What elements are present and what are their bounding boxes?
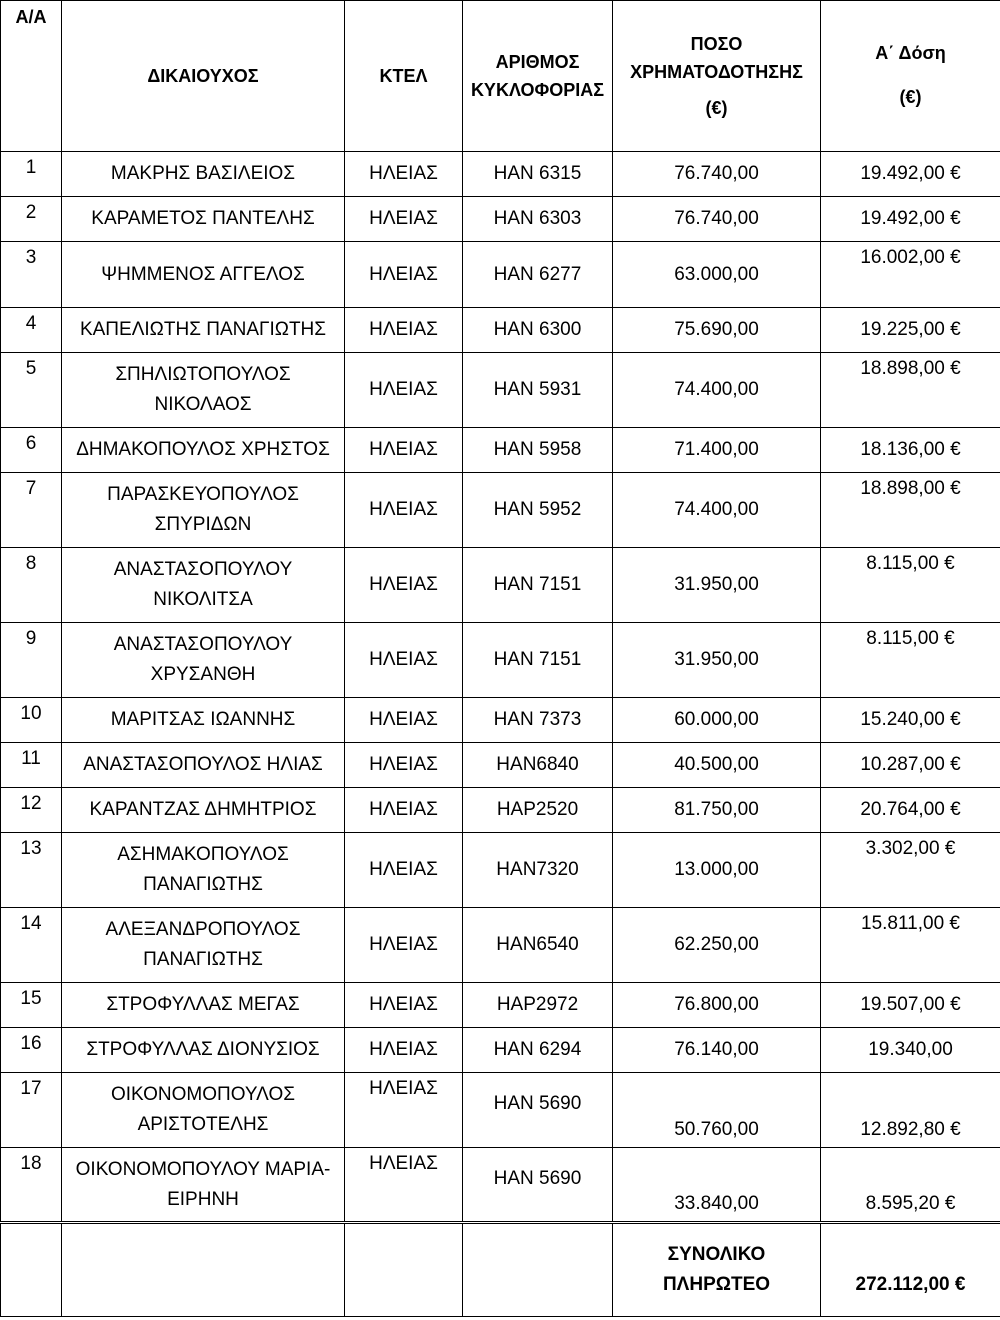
header-plate: ΑΡΙΘΜΟΣ ΚΥΚΛΟΦΟΡΙΑΣ — [463, 1, 613, 152]
total-row — [1, 1223, 1000, 1317]
cell-aa: 11 — [1, 743, 62, 788]
table-row — [1, 308, 1000, 353]
cell-amount: 81.750,00 — [613, 788, 821, 833]
cell-name: ΑΝΑΣΤΑΣΟΠΟΥΛΟΥ ΧΡΥΣΑΝΘΗ — [62, 623, 345, 698]
cell-plate: ΗΑΝ6840 — [463, 743, 613, 788]
total-empty-cell — [463, 1223, 613, 1317]
cell-ktel: ΗΛΕΙΑΣ — [345, 698, 463, 743]
cell-ktel: ΗΛΕΙΑΣ — [345, 908, 463, 983]
cell-ktel: ΗΛΕΙΑΣ — [345, 428, 463, 473]
cell-amount: 50.760,00 — [613, 1073, 821, 1148]
cell-aa: 17 — [1, 1073, 62, 1148]
cell-plate: ΗΑΝ 6294 — [463, 1028, 613, 1073]
table-row — [1, 548, 1000, 623]
cell-amount: 75.690,00 — [613, 308, 821, 353]
cell-aa: 15 — [1, 983, 62, 1028]
cell-dose: 15.240,00 € — [821, 698, 1000, 743]
total-empty-cell — [345, 1223, 463, 1317]
cell-plate: ΗΑΡ2520 — [463, 788, 613, 833]
cell-name: ΣΤΡΟΦΥΛΛΑΣ ΜΕΓΑΣ — [62, 983, 345, 1028]
cell-aa: 10 — [1, 698, 62, 743]
cell-ktel: ΗΛΕΙΑΣ — [345, 788, 463, 833]
cell-dose: 20.764,00 € — [821, 788, 1000, 833]
cell-amount: 13.000,00 — [613, 833, 821, 908]
cell-name: ΣΤΡΟΦΥΛΛΑΣ ΔΙΟΝΥΣΙΟΣ — [62, 1028, 345, 1073]
cell-ktel: ΗΛΕΙΑΣ — [345, 308, 463, 353]
cell-amount: 33.840,00 — [613, 1148, 821, 1223]
total-label: ΣΥΝΟΛΙΚΟ ΠΛΗΡΩΤΕΟ — [613, 1223, 821, 1317]
cell-dose: 19.492,00 € — [821, 152, 1000, 197]
cell-amount: 74.400,00 — [613, 473, 821, 548]
cell-plate: ΗΑΝ 7151 — [463, 623, 613, 698]
cell-name: ΚΑΡΑΜΕΤΟΣ ΠΑΝΤΕΛΗΣ — [62, 197, 345, 242]
header-dose-unit: (€) — [899, 87, 922, 107]
cell-aa: 7 — [1, 473, 62, 548]
table-row — [1, 698, 1000, 743]
cell-dose: 8.595,20 € — [821, 1148, 1000, 1223]
cell-dose: 15.811,00 € — [821, 908, 1000, 983]
cell-ktel: ΗΛΕΙΑΣ — [345, 1073, 463, 1148]
cell-name: ΜΑΡΙΤΣΑΣ ΙΩΑΝΝΗΣ — [62, 698, 345, 743]
table-row — [1, 908, 1000, 983]
cell-amount: 63.000,00 — [613, 242, 821, 308]
cell-name: ΚΑΠΕΛΙΩΤΗΣ ΠΑΝΑΓΙΩΤΗΣ — [62, 308, 345, 353]
table-row — [1, 743, 1000, 788]
table-row — [1, 623, 1000, 698]
cell-dose: 8.115,00 € — [821, 548, 1000, 623]
cell-amount: 62.250,00 — [613, 908, 821, 983]
cell-dose: 19.492,00 € — [821, 197, 1000, 242]
cell-name: ΟΙΚΟΝΟΜΟΠΟΥΛΟΣ ΑΡΙΣΤΟΤΕΛΗΣ — [62, 1073, 345, 1148]
cell-aa: 12 — [1, 788, 62, 833]
cell-amount: 76.140,00 — [613, 1028, 821, 1073]
cell-ktel: ΗΛΕΙΑΣ — [345, 1028, 463, 1073]
cell-amount: 74.400,00 — [613, 353, 821, 428]
table-row — [1, 1073, 1000, 1148]
table-row — [1, 473, 1000, 548]
cell-name: ΔΗΜΑΚΟΠΟΥΛΟΣ ΧΡΗΣΤΟΣ — [62, 428, 345, 473]
table-row — [1, 353, 1000, 428]
cell-amount: 76.740,00 — [613, 152, 821, 197]
cell-dose: 18.898,00 € — [821, 353, 1000, 428]
cell-name: ΚΑΡΑΝΤΖΑΣ ΔΗΜΗΤΡΙΟΣ — [62, 788, 345, 833]
cell-dose: 16.002,00 € — [821, 242, 1000, 308]
cell-ktel: ΗΛΕΙΑΣ — [345, 197, 463, 242]
cell-plate: ΗΑΝ 6300 — [463, 308, 613, 353]
cell-aa: 4 — [1, 308, 62, 353]
cell-name: ΨΗΜΜΕΝΟΣ ΑΓΓΕΛΟΣ — [62, 242, 345, 308]
cell-ktel: ΗΛΕΙΑΣ — [345, 983, 463, 1028]
cell-name: ΑΝΑΣΤΑΣΟΠΟΥΛΟΣ ΗΛΙΑΣ — [62, 743, 345, 788]
cell-aa: 9 — [1, 623, 62, 698]
cell-plate: ΗΑΝ 6277 — [463, 242, 613, 308]
cell-amount: 76.800,00 — [613, 983, 821, 1028]
header-amount — [613, 1, 821, 152]
table-row — [1, 1148, 1000, 1223]
cell-name: ΑΣΗΜΑΚΟΠΟΥΛΟΣ ΠΑΝΑΓΙΩΤΗΣ — [62, 833, 345, 908]
cell-plate: ΗΑΡ2972 — [463, 983, 613, 1028]
cell-amount: 31.950,00 — [613, 548, 821, 623]
table-row — [1, 197, 1000, 242]
table-row — [1, 152, 1000, 197]
cell-plate: ΗΑΝ 5690 — [463, 1148, 613, 1223]
cell-ktel: ΗΛΕΙΑΣ — [345, 743, 463, 788]
cell-dose: 18.136,00 € — [821, 428, 1000, 473]
cell-aa: 13 — [1, 833, 62, 908]
cell-dose: 19.340,00 — [821, 1028, 1000, 1073]
cell-amount: 31.950,00 — [613, 623, 821, 698]
total-empty-cell — [62, 1223, 345, 1317]
cell-ktel: ΗΛΕΙΑΣ — [345, 353, 463, 428]
cell-name: ΣΠΗΛΙΩΤΟΠΟΥΛΟΣ ΝΙΚΟΛΑΟΣ — [62, 353, 345, 428]
cell-plate: ΗΑΝ6540 — [463, 908, 613, 983]
total-empty-cell — [1, 1223, 62, 1317]
cell-plate: ΗΑΝ 7151 — [463, 548, 613, 623]
cell-aa: 6 — [1, 428, 62, 473]
cell-ktel: ΗΛΕΙΑΣ — [345, 1148, 463, 1223]
total-value: 272.112,00 € — [821, 1223, 1000, 1317]
cell-plate: ΗΑΝ 7373 — [463, 698, 613, 743]
table-row — [1, 1028, 1000, 1073]
cell-name: ΟΙΚΟΝΟΜΟΠΟΥΛΟΥ ΜΑΡΙΑ-ΕΙΡΗΝΗ — [62, 1148, 345, 1223]
cell-ktel: ΗΛΕΙΑΣ — [345, 833, 463, 908]
cell-ktel: ΗΛΕΙΑΣ — [345, 152, 463, 197]
cell-amount: 71.400,00 — [613, 428, 821, 473]
cell-amount: 76.740,00 — [613, 197, 821, 242]
cell-plate: ΗΑΝ 5952 — [463, 473, 613, 548]
cell-name: ΑΝΑΣΤΑΣΟΠΟΥΛΟΥ ΝΙΚΟΛΙΤΣΑ — [62, 548, 345, 623]
cell-dose: 19.225,00 € — [821, 308, 1000, 353]
cell-aa: 1 — [1, 152, 62, 197]
cell-name: ΜΑΚΡΗΣ ΒΑΣΙΛΕΙΟΣ — [62, 152, 345, 197]
cell-aa: 2 — [1, 197, 62, 242]
cell-dose: 8.115,00 € — [821, 623, 1000, 698]
cell-plate: ΗΑΝ 5690 — [463, 1073, 613, 1148]
table-row — [1, 242, 1000, 308]
cell-amount: 60.000,00 — [613, 698, 821, 743]
cell-dose: 19.507,00 € — [821, 983, 1000, 1028]
table-row — [1, 983, 1000, 1028]
header-beneficiary: ΔΙΚΑΙΟΥΧΟΣ — [62, 1, 345, 152]
cell-aa: 14 — [1, 908, 62, 983]
cell-plate: ΗΑΝ 5931 — [463, 353, 613, 428]
cell-dose: 18.898,00 € — [821, 473, 1000, 548]
cell-ktel: ΗΛΕΙΑΣ — [345, 473, 463, 548]
cell-ktel: ΗΛΕΙΑΣ — [345, 242, 463, 308]
cell-ktel: ΗΛΕΙΑΣ — [345, 548, 463, 623]
cell-aa: 18 — [1, 1148, 62, 1223]
cell-aa: 8 — [1, 548, 62, 623]
cell-ktel: ΗΛΕΙΑΣ — [345, 623, 463, 698]
cell-name: ΠΑΡΑΣΚΕΥΟΠΟΥΛΟΣ ΣΠΥΡΙΔΩΝ — [62, 473, 345, 548]
cell-name: ΑΛΕΞΑΝΔΡΟΠΟΥΛΟΣ ΠΑΝΑΓΙΩΤΗΣ — [62, 908, 345, 983]
cell-dose: 12.892,80 € — [821, 1073, 1000, 1148]
header-dose — [821, 1, 1000, 152]
cell-aa: 5 — [1, 353, 62, 428]
header-row — [1, 1, 1000, 152]
table-row — [1, 428, 1000, 473]
cell-aa: 3 — [1, 242, 62, 308]
cell-amount: 40.500,00 — [613, 743, 821, 788]
header-amount-label: ΠΟΣΟ ΧΡΗΜΑΤΟΔΟΤΗΣΗΣ — [630, 34, 803, 82]
table-row — [1, 833, 1000, 908]
cell-plate: ΗΑΝ 6315 — [463, 152, 613, 197]
cell-aa: 16 — [1, 1028, 62, 1073]
header-ktel: ΚΤΕΛ — [345, 1, 463, 152]
header-dose-label: Α΄ Δόση — [875, 43, 946, 63]
cell-plate: ΗΑΝ 6303 — [463, 197, 613, 242]
table-row — [1, 788, 1000, 833]
cell-plate: ΗΑΝ 5958 — [463, 428, 613, 473]
cell-dose: 3.302,00 € — [821, 833, 1000, 908]
cell-dose: 10.287,00 € — [821, 743, 1000, 788]
cell-plate: ΗΑΝ7320 — [463, 833, 613, 908]
header-amount-unit: (€) — [705, 98, 728, 118]
header-aa: Α/Α — [1, 1, 62, 152]
